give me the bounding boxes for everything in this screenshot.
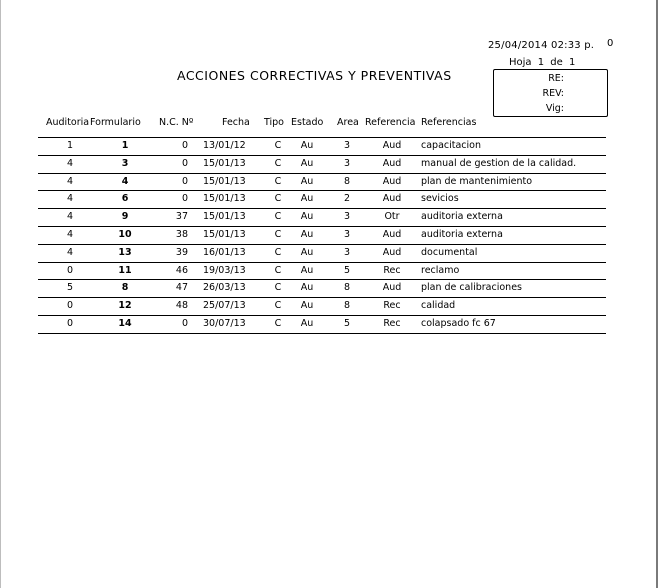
cell-estado: Au [300,282,314,294]
page-number: 0 [607,38,614,49]
table-row [0,191,660,209]
cell-auditoria: 4 [66,175,74,187]
cell-fecha: 16/01/13 [203,246,246,258]
cell-tipo: C [274,246,282,258]
cell-auditoria: 4 [66,157,74,169]
report-title: ACCIONES CORRECTIVAS Y PREVENTIVAS [177,68,452,83]
cell-estado: Au [300,193,314,205]
cell-referencias: plan de mantenimiento [421,175,533,187]
cell-nc: 0 [181,193,188,205]
sheet-info: Hoja 1 de 1 [509,57,576,68]
cell-auditoria: 0 [66,264,74,276]
cell-nc: 0 [181,175,188,187]
cell-tipo: C [274,264,282,276]
cell-area: 3 [343,229,351,240]
cell-auditoria: 4 [66,229,74,240]
cell-nc: 0 [181,157,188,169]
cell-formulario: 6 [121,193,129,205]
cell-area: 8 [343,282,351,294]
cell-estado: Au [300,229,314,240]
cell-nc: 47 [175,282,188,294]
cell-area: 2 [343,193,351,205]
cell-nc: 48 [175,300,188,312]
col-header-area: Area [337,117,359,128]
cell-fecha: 26/03/13 [203,282,246,294]
cell-nc: 37 [175,211,188,223]
table-row [0,227,660,245]
table-row [0,209,660,227]
cell-formulario: 8 [121,282,129,294]
cell-nc: 0 [181,140,188,151]
cell-auditoria: 1 [66,140,74,151]
cell-referencia: Aud [382,157,402,169]
cell-auditoria: 4 [66,211,74,223]
cell-tipo: C [274,229,282,240]
cell-area: 5 [343,318,351,329]
cell-area: 8 [343,175,351,187]
table-row [0,156,660,174]
cell-tipo: C [274,175,282,187]
cell-referencia: Aud [382,246,402,258]
report-datetime: 25/04/2014 02:33 p. [488,40,595,51]
table-rule [38,333,606,334]
cell-fecha: 13/01/12 [203,140,246,151]
col-header-tipo: Tipo [264,117,284,128]
cell-referencias: auditoria externa [421,229,503,240]
table-row [0,138,660,156]
cell-area: 8 [343,300,351,312]
cell-auditoria: 4 [66,193,74,205]
cell-referencias: manual de gestion de la calidad. [421,157,577,169]
cell-referencias: documental [421,246,478,258]
cell-fecha: 19/03/13 [203,264,246,276]
cell-formulario: 11 [118,264,132,276]
col-header-formulario: Formulario [90,117,141,128]
cell-auditoria: 0 [66,300,74,312]
cell-formulario: 13 [118,246,132,258]
cell-formulario: 12 [118,300,132,312]
cell-fecha: 15/01/13 [203,175,246,187]
cell-referencia: Rec [383,264,401,276]
cell-formulario: 4 [121,175,129,187]
cell-fecha: 15/01/13 [203,157,246,169]
cell-tipo: C [274,193,282,205]
cell-estado: Au [300,300,314,312]
cell-nc: 39 [175,246,188,258]
cell-formulario: 1 [121,140,129,151]
cell-area: 5 [343,264,351,276]
cell-formulario: 3 [121,157,129,169]
cell-nc: 0 [181,318,188,329]
col-header-fecha: Fecha [222,117,250,128]
cell-area: 3 [343,211,351,223]
cell-area: 3 [343,246,351,258]
cell-auditoria: 5 [66,282,74,294]
col-header-referencias: Referencias [421,117,477,128]
cell-referencias: reclamo [421,264,460,276]
cell-referencias: calidad [421,300,456,312]
cell-area: 3 [343,140,351,151]
cell-tipo: C [274,211,282,223]
cell-tipo: C [274,318,282,329]
cell-tipo: C [274,140,282,151]
table-row [0,280,660,298]
table-row [0,245,660,263]
cell-estado: Au [300,157,314,169]
cell-fecha: 15/01/13 [203,211,246,223]
cell-referencias: auditoria externa [421,211,503,223]
cell-nc: 46 [175,264,188,276]
cell-fecha: 15/01/13 [203,229,246,240]
cell-referencia: Rec [383,300,401,312]
cell-referencias: plan de calibraciones [421,282,522,294]
cell-estado: Au [300,175,314,187]
re-label: RE: [548,73,564,84]
document-control-box [493,69,608,117]
cell-referencia: Aud [382,193,402,205]
table-row [0,316,660,334]
table-row [0,174,660,192]
cell-formulario: 9 [121,211,129,223]
table-row [0,263,660,281]
cell-fecha: 30/07/13 [203,318,246,329]
cell-estado: Au [300,318,314,329]
cell-fecha: 15/01/13 [203,193,246,205]
cell-auditoria: 4 [66,246,74,258]
col-header-referencia: Referencia [365,117,416,128]
cell-tipo: C [274,157,282,169]
col-header-nc: N.C. Nº [159,117,194,128]
cell-auditoria: 0 [66,318,74,329]
cell-referencias: colapsado fc 67 [421,318,496,329]
cell-fecha: 25/07/13 [203,300,246,312]
cell-formulario: 10 [118,229,132,240]
cell-referencias: capacitacion [421,140,482,151]
cell-referencia: Aud [382,140,402,151]
cell-nc: 38 [175,229,188,240]
rev-label: REV: [542,88,564,99]
cell-estado: Au [300,246,314,258]
cell-referencias: sevicios [421,193,459,205]
cell-referencia: Aud [382,175,402,187]
cell-area: 3 [343,157,351,169]
cell-referencia: Aud [382,282,402,294]
cell-tipo: C [274,300,282,312]
cell-referencia: Aud [382,229,402,240]
col-header-estado: Estado [291,117,324,128]
vig-label: Vig: [545,103,564,114]
cell-formulario: 14 [118,318,132,329]
cell-referencia: Rec [383,318,401,329]
cell-estado: Au [300,140,314,151]
cell-referencia: Otr [384,211,400,223]
table-row [0,298,660,316]
cell-estado: Au [300,211,314,223]
cell-estado: Au [300,264,314,276]
col-header-auditoria: Auditoria [46,117,90,128]
cell-tipo: C [274,282,282,294]
